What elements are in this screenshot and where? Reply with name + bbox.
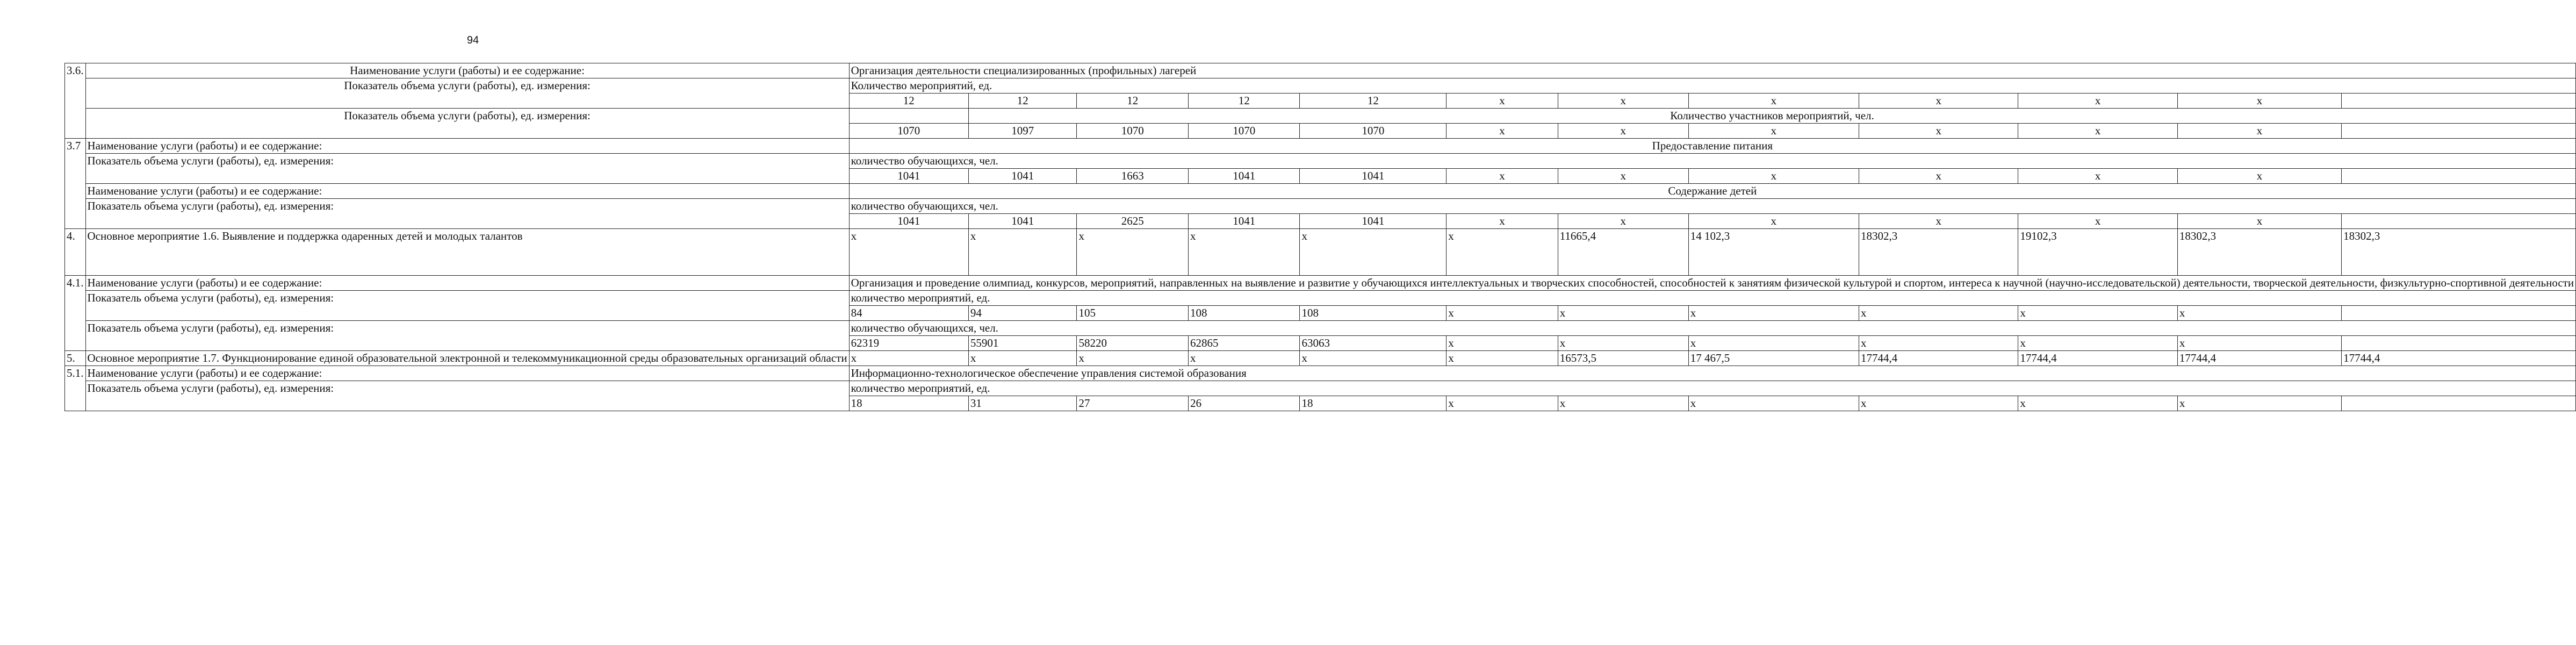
row-3-7-ind2-title [65, 199, 2576, 214]
indicator-title: количество мероприятий, ед. [849, 291, 2576, 306]
value-cell: 12 [968, 94, 1077, 109]
section-number: 3.6. [65, 63, 86, 139]
row-4-main [65, 229, 2576, 276]
value-cell: 58220 [1077, 336, 1189, 351]
value-cell: х [1558, 306, 1688, 321]
value-cell [2342, 336, 2576, 351]
table-body [65, 63, 2576, 411]
value-cell: х [2177, 124, 2341, 139]
row-3-6-ind2-title [65, 109, 2576, 124]
value-cell: 1041 [1188, 214, 1300, 229]
service-name-label: Наименование услуги (работы) и ее содержание: [85, 184, 849, 199]
value-cell: х [1447, 306, 1558, 321]
value-cell: х [849, 229, 968, 276]
value-cell: х [2177, 396, 2341, 411]
value-cell: 17744,4 [2018, 351, 2177, 366]
value-cell: х [1688, 396, 1859, 411]
value-cell: 1070 [1300, 124, 1447, 139]
value-cell: 11665,4 [1558, 229, 1688, 276]
section-number: 5. [65, 351, 86, 366]
value-cell: х [2177, 336, 2341, 351]
value-cell: х [1077, 229, 1189, 276]
value-cell: 1070 [1188, 124, 1300, 139]
row-3-7-name2 [65, 184, 2576, 199]
value-cell: х [2177, 94, 2341, 109]
value-cell [2342, 124, 2576, 139]
value-cell: 18 [1300, 396, 1447, 411]
value-cell: х [1447, 124, 1558, 139]
value-cell: 19102,3 [2018, 229, 2177, 276]
value-cell: 1041 [968, 169, 1077, 184]
value-cell: х [1447, 396, 1558, 411]
indicator-title: Количество мероприятий, ед. [849, 78, 2576, 94]
value-cell: 1041 [1188, 169, 1300, 184]
section-number: 4.1. [65, 276, 86, 351]
value-cell: х [849, 351, 968, 366]
value-cell [2342, 169, 2576, 184]
blank-cell [849, 109, 968, 124]
value-cell: х [1447, 94, 1558, 109]
indicator-label: Показатель объема услуги (работы), ед. измерения: [85, 291, 849, 321]
program-table [64, 63, 2576, 411]
value-cell: 16573,5 [1558, 351, 1688, 366]
value-cell: 105 [1077, 306, 1189, 321]
value-cell: х [2018, 396, 2177, 411]
value-cell: х [1859, 396, 2018, 411]
indicator-title: количество обучающихся, чел. [849, 154, 2576, 169]
value-cell: х [1859, 306, 2018, 321]
value-cell: х [1447, 229, 1558, 276]
value-cell: х [2177, 169, 2341, 184]
service-name-value: Информационно-технологическое обеспечение управления системой образования [849, 366, 2576, 381]
value-cell: х [2018, 214, 2177, 229]
value-cell [2342, 396, 2576, 411]
row-4-1-name [65, 276, 2576, 291]
document-table-wrapper [64, 63, 2576, 411]
indicator-label: Показатель объема услуги (работы), ед. измерения: [85, 109, 849, 139]
value-cell: х [1300, 351, 1447, 366]
value-cell: 1041 [1300, 214, 1447, 229]
indicator-label: Показатель объема услуги (работы), ед. измерения: [85, 78, 849, 109]
value-cell: 31 [968, 396, 1077, 411]
service-name-value: Предоставление питания [849, 139, 2576, 154]
value-cell: 1041 [849, 214, 968, 229]
value-cell: 17744,4 [2342, 351, 2576, 366]
indicator-title: количество мероприятий, ед. [849, 381, 2576, 396]
value-cell: х [968, 229, 1077, 276]
service-name-label: Наименование услуги (работы) и ее содержание: [85, 366, 849, 381]
value-cell: х [1688, 306, 1859, 321]
value-cell: х [1859, 94, 2018, 109]
activity-label: Основное мероприятие 1.6. Выявление и поддержка одаренных детей и молодых талантов [85, 229, 849, 276]
row-5-1-name [65, 366, 2576, 381]
section-number: 5.1. [65, 366, 86, 411]
value-cell: х [1558, 396, 1688, 411]
value-cell: х [2177, 306, 2341, 321]
value-cell: 18302,3 [2177, 229, 2341, 276]
row-4-1-ind2-title [65, 321, 2576, 336]
value-cell: 17744,4 [1859, 351, 2018, 366]
value-cell: х [1688, 336, 1859, 351]
value-cell [2342, 94, 2576, 109]
value-cell: 63063 [1300, 336, 1447, 351]
value-cell: 2625 [1077, 214, 1189, 229]
value-cell: х [1188, 351, 1300, 366]
indicator-label: Показатель объема услуги (работы), ед. измерения: [85, 381, 849, 411]
value-cell: 12 [849, 94, 968, 109]
value-cell: х [2177, 214, 2341, 229]
service-name-label: Наименование услуги (работы) и ее содержание: [85, 139, 849, 154]
value-cell [2342, 306, 2576, 321]
value-cell: 14 102,3 [1688, 229, 1859, 276]
value-cell: 62319 [849, 336, 968, 351]
value-cell: х [2018, 94, 2177, 109]
section-number: 4. [65, 229, 86, 276]
value-cell: 1097 [968, 124, 1077, 139]
value-cell: 17 467,5 [1688, 351, 1859, 366]
row-3-6-name [65, 63, 2576, 78]
value-cell: 18302,3 [1859, 229, 2018, 276]
value-cell: х [1188, 229, 1300, 276]
row-5-1-ind-title [65, 381, 2576, 396]
value-cell: х [1447, 351, 1558, 366]
value-cell: х [1859, 169, 2018, 184]
value-cell: х [1688, 124, 1859, 139]
value-cell: 84 [849, 306, 968, 321]
indicator-label: Показатель объема услуги (работы), ед. измерения: [85, 199, 849, 229]
value-cell: х [1859, 336, 2018, 351]
value-cell: х [1077, 351, 1189, 366]
value-cell: х [1300, 229, 1447, 276]
value-cell: х [2018, 336, 2177, 351]
value-cell: 12 [1300, 94, 1447, 109]
indicator-title: количество обучающихся, чел. [849, 321, 2576, 336]
row-5-main [65, 351, 2576, 366]
value-cell: х [1558, 214, 1688, 229]
service-name-label: Наименование услуги (работы) и ее содержание: [85, 63, 849, 78]
value-cell: 27 [1077, 396, 1189, 411]
activity-label: Основное мероприятие 1.7. Функционирование единой образовательной электронной и телекоммуникационной среды образовательных организаций области [85, 351, 849, 366]
page-number: 94 [466, 34, 479, 46]
value-cell [2342, 214, 2576, 229]
value-cell: х [2018, 124, 2177, 139]
value-cell: 1041 [968, 214, 1077, 229]
indicator-title: Количество участников мероприятий, чел. [968, 109, 2575, 124]
value-cell: х [1859, 214, 2018, 229]
value-cell: х [2018, 169, 2177, 184]
value-cell: х [1447, 336, 1558, 351]
value-cell: 17744,4 [2177, 351, 2341, 366]
value-cell: 108 [1300, 306, 1447, 321]
indicator-label: Показатель объема услуги (работы), ед. измерения: [85, 154, 849, 184]
value-cell: х [968, 351, 1077, 366]
value-cell: 12 [1188, 94, 1300, 109]
value-cell: 18302,3 [2342, 229, 2576, 276]
value-cell: х [1688, 169, 1859, 184]
value-cell: 94 [968, 306, 1077, 321]
value-cell: х [1558, 336, 1688, 351]
value-cell: х [1447, 214, 1558, 229]
section-number: 3.7 [65, 139, 86, 229]
value-cell: 1070 [849, 124, 968, 139]
value-cell: х [1447, 169, 1558, 184]
value-cell: 108 [1188, 306, 1300, 321]
value-cell: 1663 [1077, 169, 1189, 184]
value-cell: х [1688, 214, 1859, 229]
row-4-1-ind1-title [65, 291, 2576, 306]
value-cell: 12 [1077, 94, 1189, 109]
value-cell: 1070 [1077, 124, 1189, 139]
service-name-value: Содержание детей [849, 184, 2576, 199]
indicator-label: Показатель объема услуги (работы), ед. измерения: [85, 321, 849, 351]
row-3-7-name [65, 139, 2576, 154]
service-name-label: Наименование услуги (работы) и ее содержание: [85, 276, 849, 291]
row-3-7-ind-title [65, 154, 2576, 169]
value-cell: 18 [849, 396, 968, 411]
value-cell: х [1558, 94, 1688, 109]
indicator-title: количество обучающихся, чел. [849, 199, 2576, 214]
value-cell: х [1859, 124, 2018, 139]
value-cell: 55901 [968, 336, 1077, 351]
value-cell: 26 [1188, 396, 1300, 411]
value-cell: 62865 [1188, 336, 1300, 351]
value-cell: х [1558, 169, 1688, 184]
row-3-6-ind1-title [65, 78, 2576, 94]
service-name-value: Организация деятельности специализированных (профильных) лагерей [849, 63, 2576, 78]
service-name-value: Организация и проведение олимпиад, конкурсов, мероприятий, направленных на выявление и развитие у обучающихся интеллектуальных и творческих способностей, способностей к занятиям физической культурой и спортом, интереса к научной (научно-исследовательской) деятельности, творческой деятельности, физкультурно-спортивной деятельности [849, 276, 2576, 291]
value-cell: 1041 [1300, 169, 1447, 184]
value-cell: х [1688, 94, 1859, 109]
value-cell: х [1558, 124, 1688, 139]
value-cell: х [2018, 306, 2177, 321]
value-cell: 1041 [849, 169, 968, 184]
